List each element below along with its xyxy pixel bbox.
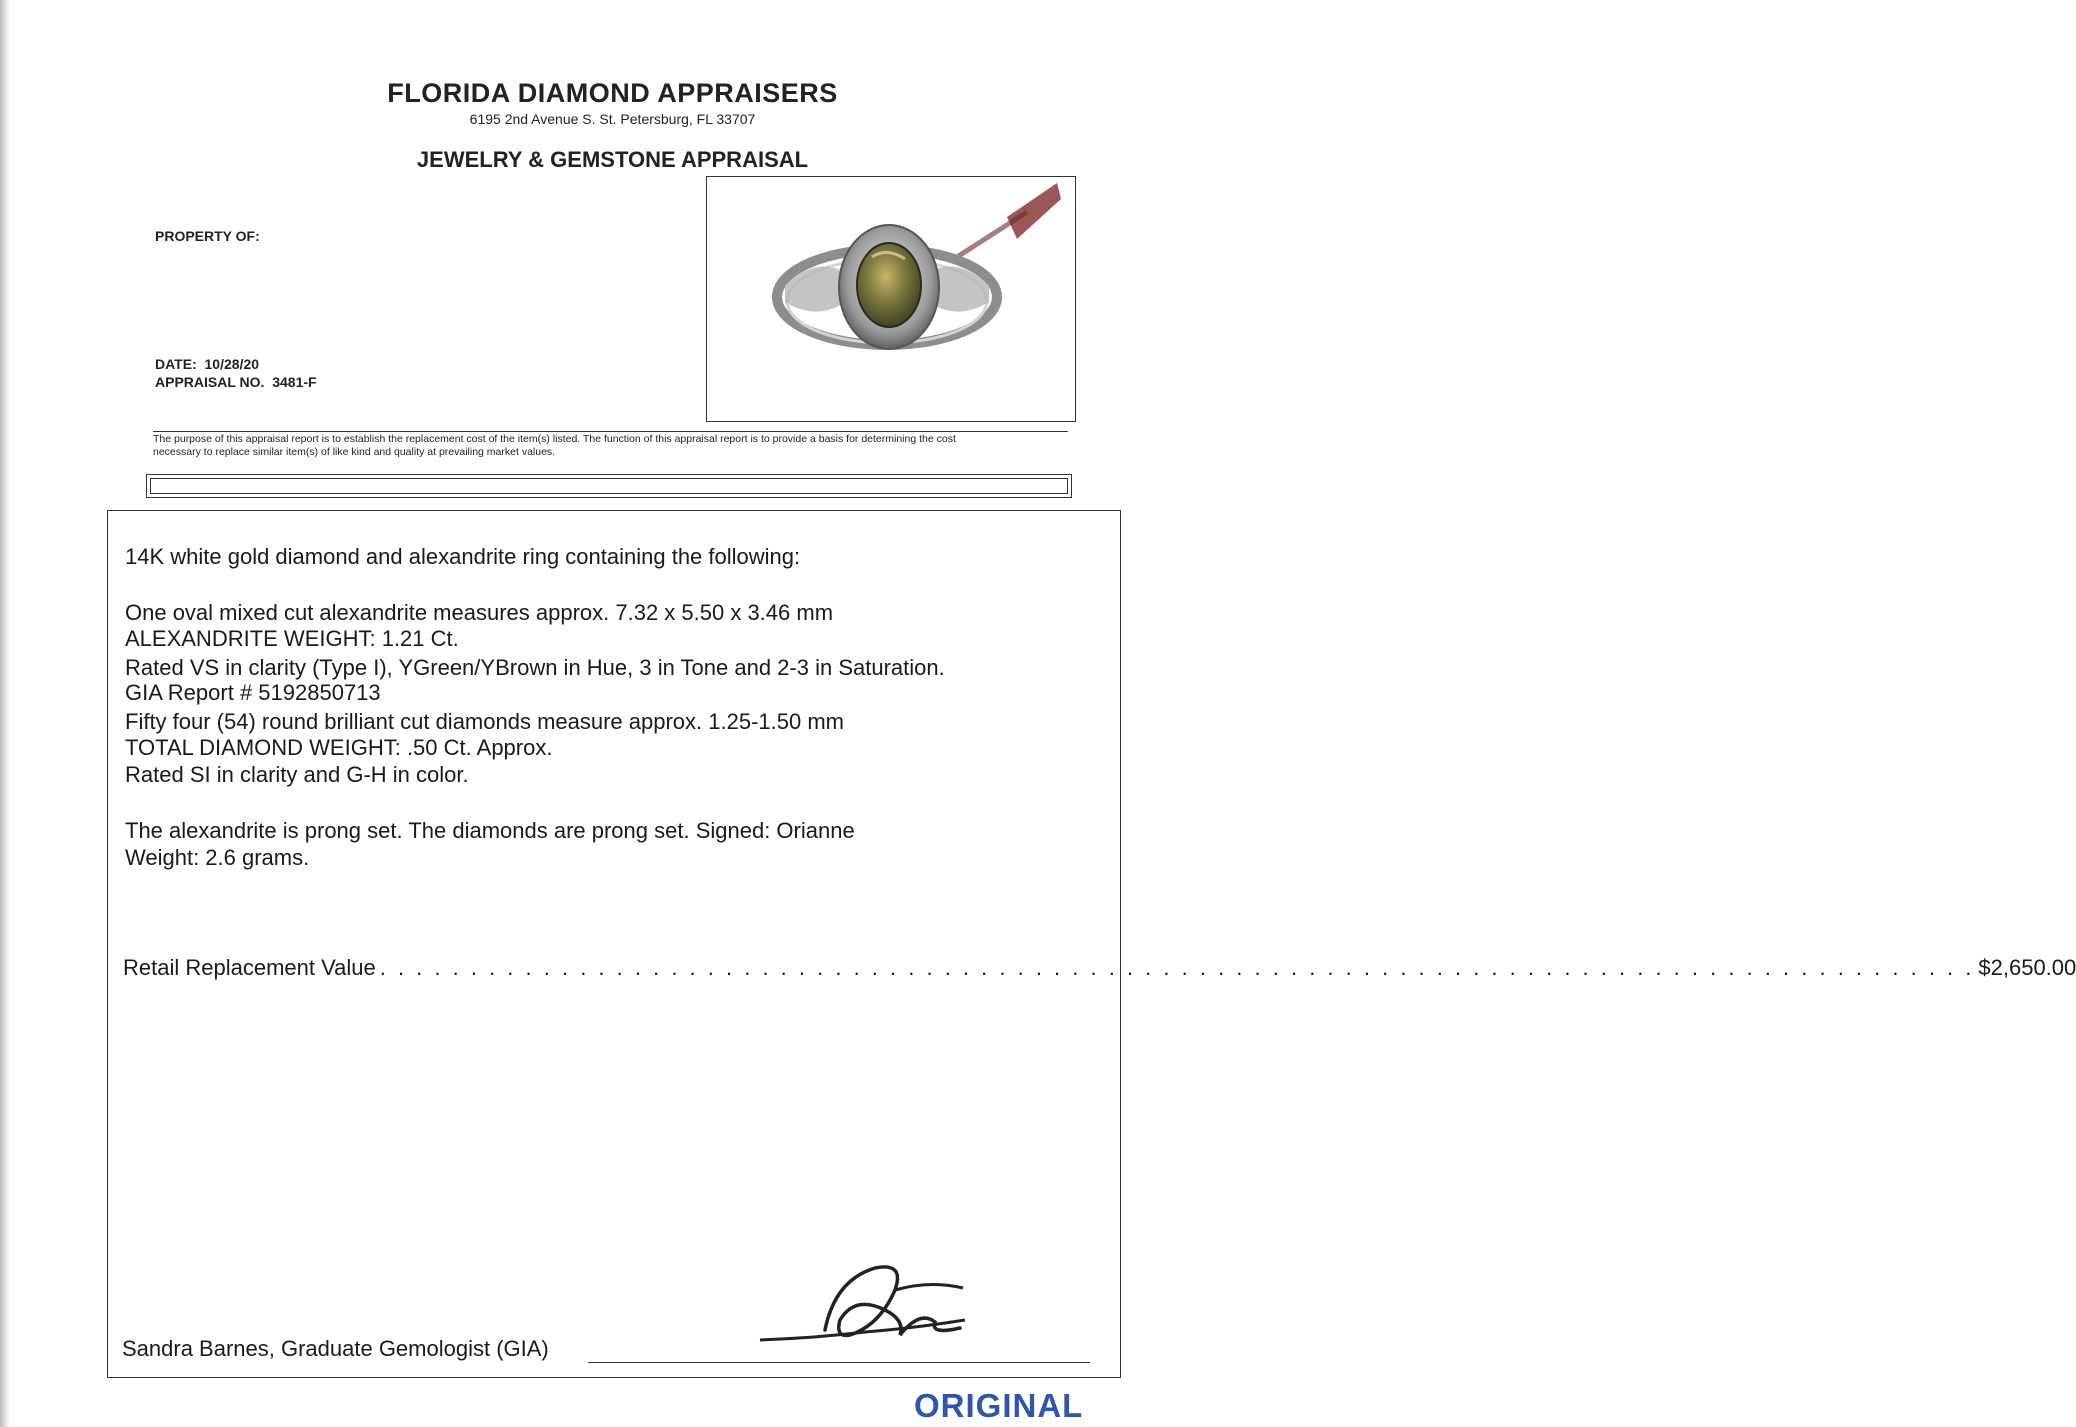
handwritten-signature (755, 1250, 975, 1370)
company-name: FLORIDA DIAMOND APPRAISERS (387, 78, 838, 108)
property-of-label: PROPERTY OF: (155, 228, 260, 244)
detail-line: Rated VS in clarity (Type I), YGreen/YBrown in Hue, 3 in Tone and 2-3 in Saturation. (125, 655, 945, 680)
purpose-line-2: necessary to replace similar item(s) of like kind and quality at prevailing market values. (153, 446, 556, 458)
ring-illustration (707, 177, 1075, 421)
detail-line: GIA Report # 5192850713 (125, 680, 381, 705)
appraisal-number-label: APPRAISAL NO. (155, 374, 265, 390)
alexandrite-stone (857, 243, 921, 327)
divider-band-inner (150, 478, 1068, 494)
appraisal-purpose-statement (153, 431, 1068, 459)
date-value: 10/28/20 (204, 356, 260, 372)
document-title: JEWELRY & GEMSTONE APPRAISAL (416, 147, 809, 172)
divider-band (146, 474, 1072, 498)
scan-edge-shadow (0, 0, 10, 1427)
appraisal-number-value: 3481-F (272, 374, 317, 390)
date-label: DATE: (155, 356, 197, 372)
tag-string (1007, 183, 1061, 239)
detail-line: ALEXANDRITE WEIGHT: 1.21 Ct. (125, 626, 459, 651)
replacement-value-row (123, 955, 2076, 981)
appraisal-number-row (155, 374, 317, 390)
setting-line: The alexandrite is prong set. The diamonds are prong set. Signed: Orianne (125, 818, 855, 843)
replacement-value-amount: $2,650.00 (1978, 955, 2076, 980)
company-address: 6195 2nd Avenue S. St. Petersburg, FL 33707 (469, 111, 756, 127)
detail-line: TOTAL DIAMOND WEIGHT: .50 Ct. Approx. (125, 735, 553, 760)
detail-line: Rated SI in clarity and G-H in color. (125, 762, 469, 787)
purpose-line-1: The purpose of this appraisal report is to establish the replacement cost of the item(s) listed. The function of this appraisal report is to provide a basis for determining the cost (153, 433, 956, 445)
weight-line: Weight: 2.6 grams. (125, 845, 310, 870)
original-stamp: ORIGINAL (914, 1387, 1084, 1424)
detail-line: One oval mixed cut alexandrite measures approx. 7.32 x 5.50 x 3.46 mm (125, 600, 834, 625)
replacement-value-label: Retail Replacement Value (123, 955, 376, 980)
ring-photo (706, 176, 1076, 422)
appraiser-name: Sandra Barnes, Graduate Gemologist (GIA) (122, 1336, 549, 1361)
detail-line: Fifty four (54) round brilliant cut diamonds measure approx. 1.25-1.50 mm (125, 709, 844, 734)
dot-leader: . . . . . . . . . . . . . . . . . . . . . . . . . . . . . . . . . . . . . . . . . . . . . . . . . . . . . . . . . . . . . . . . . . . . . . . . . . . . . . . . . . . . . . . . (379, 955, 1975, 980)
item-intro: 14K white gold diamond and alexandrite ring containing the following: (125, 544, 801, 569)
date-row (155, 356, 259, 372)
